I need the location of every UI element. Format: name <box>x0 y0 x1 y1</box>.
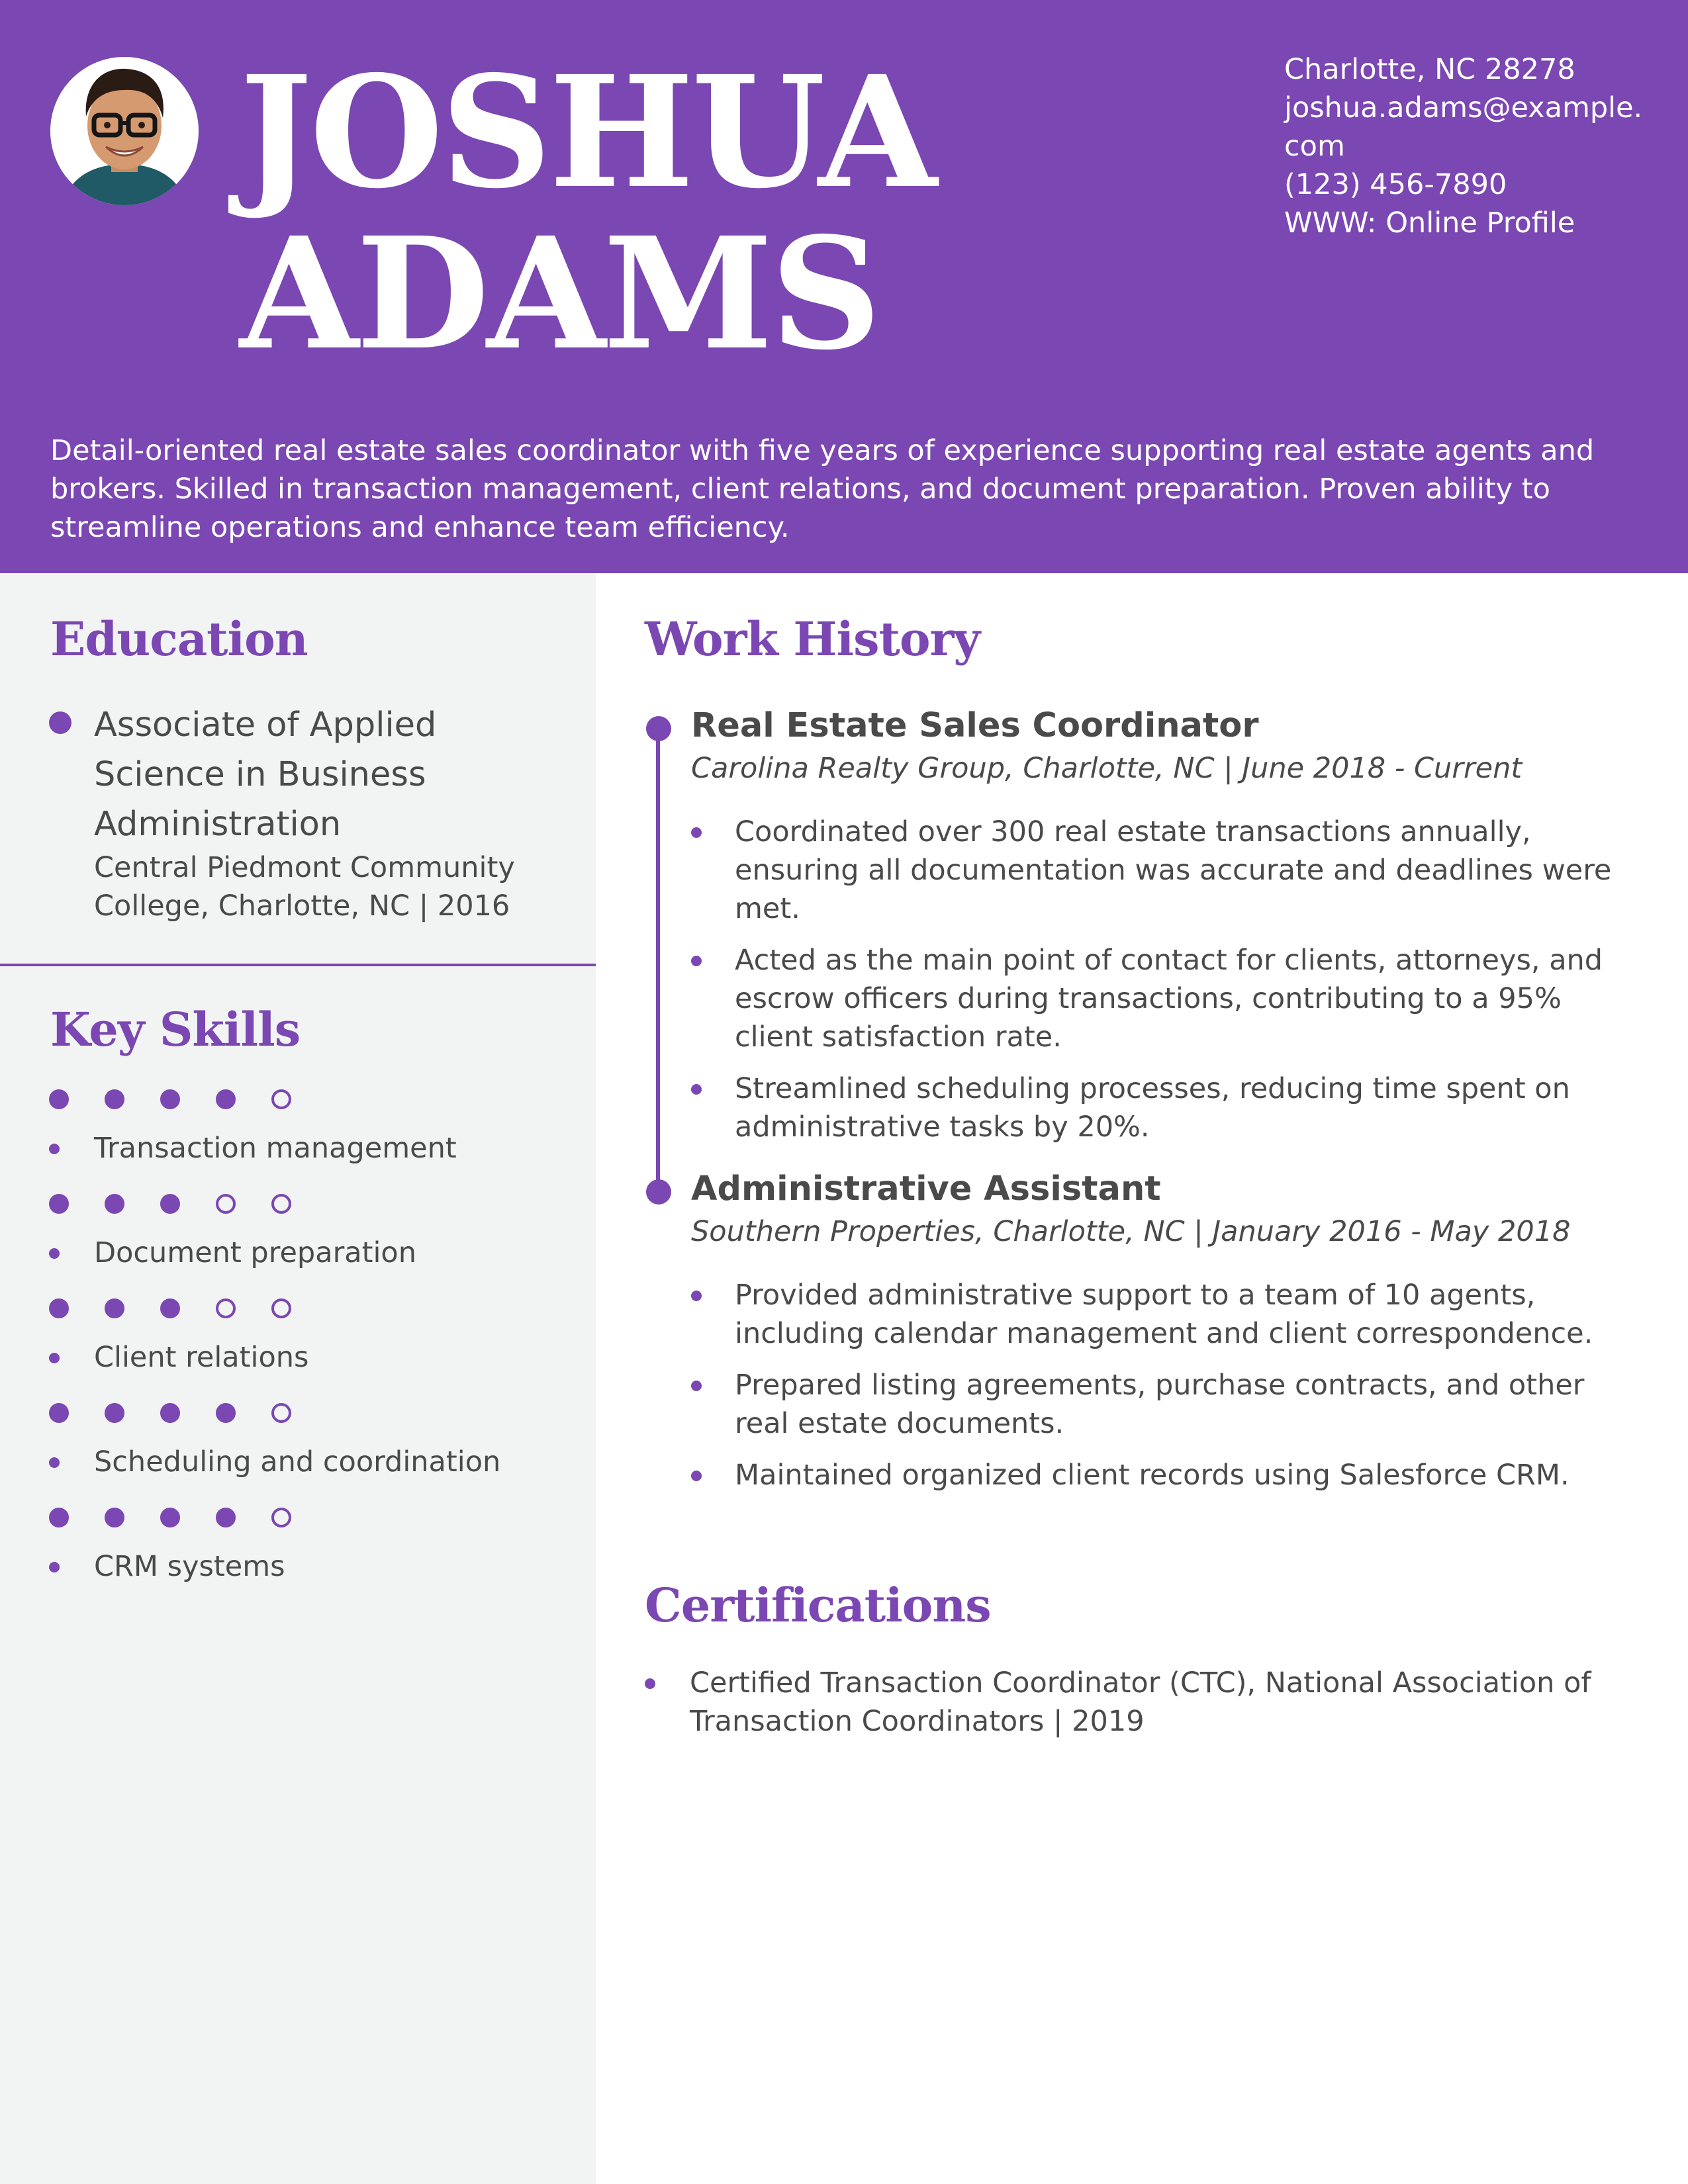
job-bullet <box>691 813 1631 928</box>
skill-item <box>0 1083 596 1187</box>
rating-dot-empty <box>271 1194 291 1214</box>
job-meta: Southern Properties, Charlotte, NC | January 2016 - May 2018 <box>691 1215 1571 1248</box>
key-skills-heading: Key Skills <box>50 1002 301 1057</box>
contact-info <box>1284 50 1655 242</box>
skill-bullet <box>49 1248 60 1259</box>
first-name: JOSHUA <box>240 42 935 222</box>
education-degree: Associate of Applied Science in Business Administration <box>94 705 437 844</box>
certification-item <box>645 1664 1683 1741</box>
rating-dot-filled <box>160 1194 180 1214</box>
job-title: Administrative Assistant <box>691 1169 1161 1208</box>
job-bullet <box>691 941 1631 1056</box>
candidate-name <box>240 42 1166 384</box>
rating-dot-filled <box>160 1508 180 1527</box>
job-meta: Carolina Realty Group, Charlotte, NC | June 2018 - Current <box>691 752 1523 785</box>
rating-dot-empty <box>271 1403 291 1423</box>
certifications-heading: Certifications <box>645 1578 991 1633</box>
bullet-dot <box>691 1381 702 1391</box>
contact-website[interactable]: WWW: Online Profile <box>1284 206 1575 240</box>
rating-dot-filled <box>160 1403 180 1423</box>
job-bullet-text: Prepared listing agreements, purchase contracts, and other real estate documents. <box>735 1369 1585 1440</box>
rating-dot-filled <box>105 1194 124 1214</box>
professional-summary: Detail-oriented real estate sales coordinator with five years of experience supporting real estate agents and brokers. Skilled in transaction management, client relations, and document preparation. Proven ability to streamline operations and enhance team efficiency. <box>50 434 1595 544</box>
rating-dot-empty <box>216 1194 236 1214</box>
rating-dot-filled <box>105 1508 124 1527</box>
timeline-line <box>656 725 660 1186</box>
skill-item <box>0 1187 596 1292</box>
job-bullet <box>691 1276 1631 1353</box>
bullet-dot <box>645 1678 655 1689</box>
skill-item <box>0 1292 596 1396</box>
certification-text: Certified Transaction Coordinator (CTC), National Association of Transaction Coordinators | 2019 <box>690 1666 1591 1738</box>
timeline-dot <box>646 716 671 741</box>
rating-dot-filled <box>216 1403 236 1423</box>
job-bullet <box>691 1366 1631 1443</box>
skill-name: Transaction management <box>94 1132 457 1165</box>
skill-bullet <box>49 1562 60 1572</box>
rating-dot-empty <box>271 1089 291 1109</box>
skill-bullet <box>49 1144 60 1154</box>
bullet-dot <box>691 827 702 838</box>
rating-dot-filled <box>49 1403 69 1423</box>
rating-dot-filled <box>105 1089 124 1109</box>
job-title: Real Estate Sales Coordinator <box>691 706 1259 745</box>
rating-dot-filled <box>105 1403 124 1423</box>
bullet-dot <box>691 1084 702 1095</box>
skill-bullet <box>49 1353 60 1363</box>
timeline-dot <box>646 1179 671 1205</box>
section-divider <box>0 964 596 966</box>
rating-dot-empty <box>271 1298 291 1318</box>
education-school: Central Piedmont Community College, Charlotte, NC | 2016 <box>94 851 515 923</box>
job-bullet-text: Acted as the main point of contact for clients, attorneys, and escrow officers during transactions, contributing to a 95% client satisfaction rate. <box>735 944 1603 1054</box>
job-bullet <box>691 1456 1631 1494</box>
rating-dot-filled <box>160 1298 180 1318</box>
rating-dot-empty <box>271 1508 291 1527</box>
bullet-dot <box>691 956 702 966</box>
rating-dot-filled <box>216 1089 236 1109</box>
rating-dot-filled <box>49 1298 69 1318</box>
job-bullet <box>691 1069 1631 1146</box>
job-bullet-text: Provided administrative support to a team of 10 agents, including calendar management and client correspondence. <box>735 1279 1593 1350</box>
job-bullets <box>691 813 1631 1160</box>
bullet-dot <box>691 1471 702 1481</box>
education-heading: Education <box>50 612 308 666</box>
job-bullet-text: Streamlined scheduling processes, reducing time spent on administrative tasks by 20%. <box>735 1072 1570 1144</box>
rating-dot-filled <box>49 1194 69 1214</box>
person-photo-icon <box>50 57 199 205</box>
rating-dot-filled <box>49 1089 69 1109</box>
rating-dot-filled <box>160 1089 180 1109</box>
contact-email[interactable]: joshua.adams@example.com <box>1284 91 1643 163</box>
contact-phone: (123) 456-7890 <box>1284 168 1507 201</box>
work-history-heading: Work History <box>645 612 980 666</box>
skill-name: CRM systems <box>94 1550 285 1583</box>
education-bullet <box>49 711 71 734</box>
rating-dot-filled <box>216 1508 236 1527</box>
contact-address: Charlotte, NC 28278 <box>1284 53 1575 86</box>
rating-dot-filled <box>49 1508 69 1527</box>
job-bullet-text: Maintained organized client records using Salesforce CRM. <box>735 1459 1570 1492</box>
skill-item <box>0 1501 596 1606</box>
bullet-dot <box>691 1291 702 1301</box>
skill-name: Client relations <box>94 1341 309 1374</box>
skill-bullet <box>49 1457 60 1468</box>
rating-dot-empty <box>216 1298 236 1318</box>
skill-name: Scheduling and coordination <box>94 1445 501 1479</box>
resume-header <box>0 0 1688 573</box>
skill-item <box>0 1396 596 1501</box>
job-bullet-text: Coordinated over 300 real estate transactions annually, ensuring all documentation was accurate and deadlines were met. <box>735 815 1612 925</box>
skill-name: Document preparation <box>94 1236 416 1269</box>
job-bullets <box>691 1276 1631 1508</box>
last-name: ADAMS <box>240 203 879 384</box>
skills-list <box>0 1083 596 1606</box>
rating-dot-filled <box>105 1298 124 1318</box>
